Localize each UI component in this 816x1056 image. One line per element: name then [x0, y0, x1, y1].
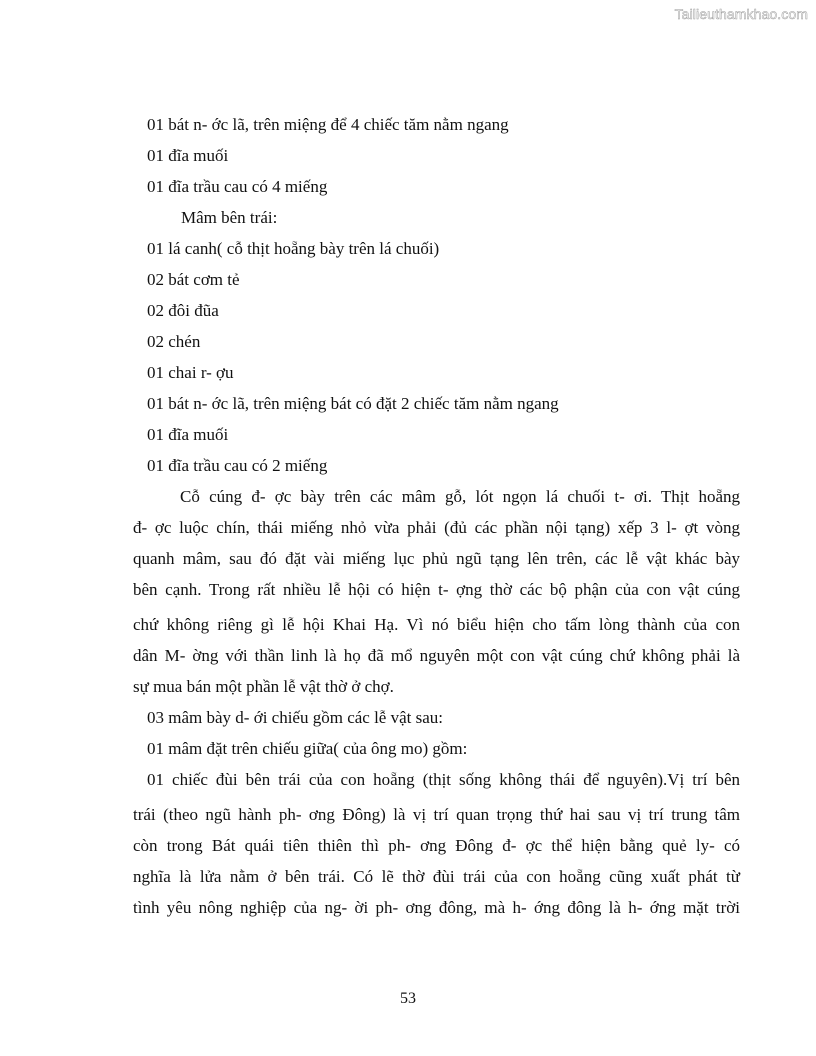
paragraph-line: đ- ợc luộc chín, thái miếng nhỏ vừa phải (đủ các phần nội tạng) xếp 3 l- ợt vòng [133, 518, 740, 537]
list-item: 02 đôi đũa [147, 301, 219, 320]
paragraph-line: Cỗ cúng đ- ợc bày trên các mâm gỗ, lót ngọn lá chuối t- ơi. Thịt hoẵng [180, 487, 740, 506]
list-item: 01 bát n- ớc lã, trên miệng để 4 chiếc tăm nằm ngang [147, 115, 509, 134]
list-item: 01 lá canh( cỗ thịt hoẵng bày trên lá chuối) [147, 239, 440, 258]
paragraph-line: nghĩa là lửa nằm ở bên trái. Có lẽ thờ đùi trái của con hoẵng cũng xuất phát từ [133, 867, 740, 886]
watermark-text: Tailieuthamkhao.com [674, 6, 808, 22]
page-number: 53 [400, 990, 416, 1007]
paragraph-line: tình yêu nông nghiệp của ng- ời ph- ơng đông, mà h- ớng đông là h- ớng mặt trời [133, 898, 740, 917]
list-item: 01 bát n- ớc lã, trên miệng bát có đặt 2 chiếc tăm nằm ngang [147, 394, 559, 413]
paragraph-line: 01 chiếc đùi bên trái của con hoẵng (thịt sống không thái để nguyên).Vị trí bên [147, 770, 740, 789]
list-item: 01 đĩa trầu cau có 4 miếng [147, 177, 328, 196]
list-item: 02 bát cơm tẻ [147, 270, 240, 289]
list-item: 01 chai r- ợu [147, 363, 234, 382]
list-item: 02 chén [147, 332, 201, 351]
section-heading: Mâm bên trái: [181, 208, 278, 227]
paragraph-line: quanh mâm, sau đó đặt vài miếng lục phủ ngũ tạng lên trên, các lễ vật khác bày [133, 549, 740, 568]
paragraph-line: sự mua bán một phần lễ vật thờ ở chợ. [133, 677, 394, 696]
paragraph-line: bên cạnh. Trong rất nhiều lễ hội có hiện t- ợng thờ các bộ phận của con vật cúng [133, 580, 740, 599]
paragraph-line: chứ không riêng gì lễ hội Khai Hạ. Vì nó biểu hiện cho tấm lòng thành của con [133, 615, 740, 634]
paragraph-line: trái (theo ngũ hành ph- ơng Đông) là vị trí quan trọng thứ hai sau vị trí trung tâm [133, 805, 740, 824]
paragraph-line: còn trong Bát quái tiên thiên thì ph- ơng Đông đ- ợc thể hiện bằng quẻ ly- có [133, 836, 740, 855]
list-item: 01 đĩa muối [147, 146, 229, 165]
list-item: 01 đĩa muối [147, 425, 229, 444]
list-item: 03 mâm bày d- ới chiếu gồm các lễ vật sau: [147, 708, 444, 727]
list-item: 01 mâm đặt trên chiếu giữa( của ông mo) gồm: [147, 739, 468, 758]
paragraph-line: dân M- ờng với thần linh là họ đã mổ nguyên một con vật cúng chứ không phải là [133, 646, 740, 665]
list-item: 01 đĩa trầu cau có 2 miếng [147, 456, 328, 475]
